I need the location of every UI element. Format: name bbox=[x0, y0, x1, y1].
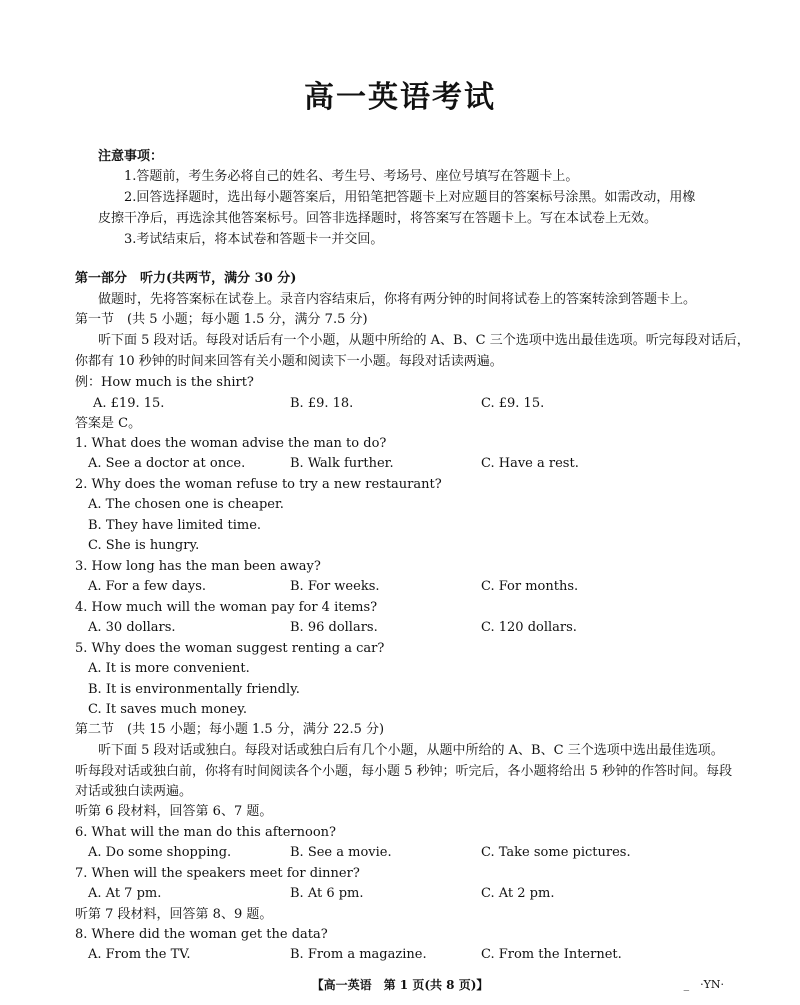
section1-instruction: 听下面 5 段对话。每段对话后有一个小题，从题中所给的 A、B、C 三个选项中选出最佳选项。听完每段对话后， bbox=[98, 333, 750, 348]
example-option-a: A. £19. 15. bbox=[93, 396, 165, 411]
option-a: A. For a few days. bbox=[88, 579, 207, 594]
section1-instruction: 你都有 10 秒钟的时间来回答有关小题和阅读下一小题。每段对话读两遍。 bbox=[75, 354, 503, 369]
option-a: A. From the TV. bbox=[88, 947, 191, 962]
option-b: B. Walk further. bbox=[290, 456, 394, 471]
question-2: 2. Why does the woman refuse to try a new restaurant? bbox=[75, 477, 442, 492]
example-answer: 答案是 C。 bbox=[75, 416, 142, 431]
option-c: C. She is hungry. bbox=[88, 538, 200, 553]
option-a: A. Do some shopping. bbox=[88, 845, 232, 860]
page-footer: 【高一英语 第 1 页(共 8 页)】 bbox=[311, 978, 489, 992]
question-8: 8. Where did the woman get the data? bbox=[75, 927, 328, 942]
part1-intro: 做题时，先将答案标在试卷上。录音内容结束后，你将有两分钟的时间将试卷上的答案转涂到答题卡上。 bbox=[98, 292, 697, 307]
section2-heading: 第二节 (共 15 小题；每小题 1.5 分，满分 22.5 分) bbox=[75, 722, 385, 737]
option-a: A. At 7 pm. bbox=[88, 886, 162, 901]
option-a: A. 30 dollars. bbox=[88, 620, 176, 635]
section2-instruction: 听每段对话或独白前，你将有时间阅读各个小题，每小题 5 秒钟；听完后，各小题将给出 5 秒钟的作答时间。每段 bbox=[75, 764, 733, 779]
section1-heading: 第一节 (共 5 小题；每小题 1.5 分，满分 7.5 分) bbox=[75, 312, 368, 327]
material-6-note: 听第 6 段材料，回答第 6、7 题。 bbox=[75, 804, 273, 819]
section2-instruction: 听下面 5 段对话或独白。每段对话或独白后有几个小题，从题中所给的 A、B、C 三个选项中选出最佳选项。 bbox=[98, 743, 724, 758]
section2-instruction: 对话或独白读两遍。 bbox=[75, 784, 193, 799]
option-b: B. It is environmentally friendly. bbox=[88, 682, 300, 697]
option-b: B. See a movie. bbox=[290, 845, 392, 860]
option-b: B. For weeks. bbox=[290, 579, 380, 594]
option-b: B. At 6 pm. bbox=[290, 886, 364, 901]
notice-item: 皮擦干净后，再选涂其他答案标号。回答非选择题时，将答案写在答题卡上。写在本试卷上无效。 bbox=[98, 211, 658, 226]
option-c: C. Take some pictures. bbox=[481, 845, 631, 860]
option-b: B. They have limited time. bbox=[88, 518, 262, 533]
material-7-note: 听第 7 段材料，回答第 8、9 题。 bbox=[75, 907, 273, 922]
question-3: 3. How long has the man been away? bbox=[75, 559, 321, 574]
exam-title: 高一英语考试 bbox=[304, 80, 496, 115]
option-a: A. The chosen one is cheaper. bbox=[88, 497, 284, 512]
option-c: C. It saves much money. bbox=[88, 702, 247, 717]
footer-mark: _ ·YN· bbox=[683, 978, 724, 991]
option-b: B. 96 dollars. bbox=[290, 620, 378, 635]
question-5: 5. Why does the woman suggest renting a car? bbox=[75, 641, 385, 656]
notice-item: 2.回答选择题时，选出每小题答案后，用铅笔把答题卡上对应题目的答案标号涂黑。如需改动，用橡 bbox=[124, 190, 696, 205]
notice-item: 3.考试结束后，将本试卷和答题卡一并交回。 bbox=[124, 232, 384, 247]
part1-heading: 第一部分 听力(共两节，满分 30 分) bbox=[75, 271, 297, 286]
example-question: 例：How much is the shirt? bbox=[75, 375, 254, 390]
example-option-c: C. £9. 15. bbox=[481, 396, 545, 411]
option-b: B. From a magazine. bbox=[290, 947, 427, 962]
notice-heading: 注意事项： bbox=[98, 149, 164, 164]
notice-item: 1.答题前，考生务必将自己的姓名、考生号、考场号、座位号填写在答题卡上。 bbox=[124, 169, 579, 184]
option-a: A. See a doctor at once. bbox=[88, 456, 246, 471]
option-c: C. For months. bbox=[481, 579, 579, 594]
option-c: C. Have a rest. bbox=[481, 456, 579, 471]
option-a: A. It is more convenient. bbox=[88, 661, 250, 676]
question-7: 7. When will the speakers meet for dinner? bbox=[75, 866, 360, 881]
option-c: C. At 2 pm. bbox=[481, 886, 555, 901]
question-1: 1. What does the woman advise the man to do? bbox=[75, 436, 387, 451]
example-option-b: B. £9. 18. bbox=[290, 396, 354, 411]
question-4: 4. How much will the woman pay for 4 items? bbox=[75, 600, 378, 615]
question-6: 6. What will the man do this afternoon? bbox=[75, 825, 337, 840]
option-c: C. From the Internet. bbox=[481, 947, 622, 962]
option-c: C. 120 dollars. bbox=[481, 620, 577, 635]
